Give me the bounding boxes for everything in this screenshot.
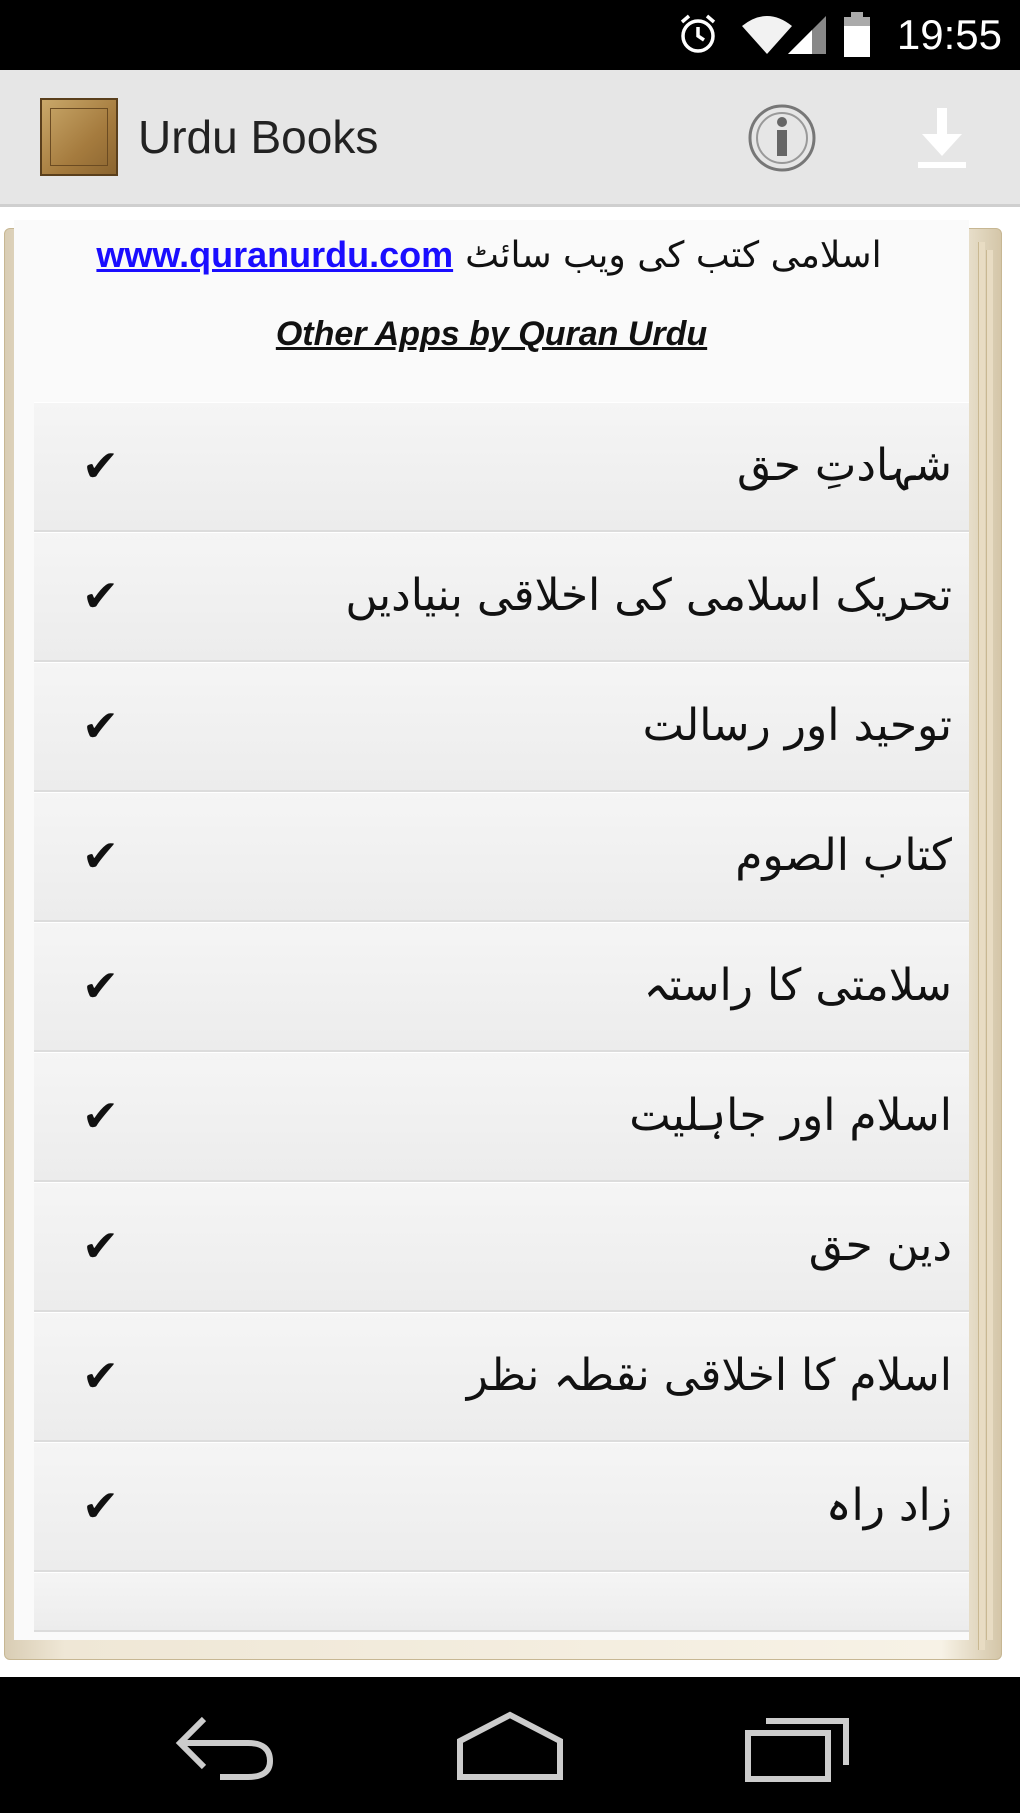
header-block: [14, 220, 969, 380]
book-page[interactable]: [14, 220, 969, 1640]
book-list: [34, 402, 969, 1632]
list-item[interactable]: [34, 792, 969, 922]
page-edge: [978, 242, 985, 1650]
book-title: تحریک اسلامی کی اخلاقی بنیادیں: [345, 570, 952, 621]
alarm-icon: [676, 12, 720, 56]
battery-icon: [842, 12, 872, 58]
status-bar: [0, 0, 1020, 70]
check-icon: ✔: [82, 1221, 119, 1272]
check-icon: ✔: [82, 1351, 119, 1402]
page-edge: [986, 250, 993, 1640]
website-line: [39, 230, 939, 281]
list-item-partial[interactable]: [34, 1572, 969, 1632]
action-bar: [0, 70, 1020, 207]
info-icon[interactable]: [744, 100, 820, 176]
list-item[interactable]: [34, 1312, 969, 1442]
check-icon: ✔: [82, 441, 119, 492]
book-title: اسلام اور جاہلیت: [629, 1090, 952, 1141]
list-item[interactable]: [34, 1442, 969, 1572]
book-title: زاد راہ: [825, 1480, 952, 1531]
website-link[interactable]: www.quranurdu.com: [96, 234, 454, 275]
check-icon: ✔: [82, 1481, 119, 1532]
list-item[interactable]: [34, 402, 969, 532]
list-item[interactable]: [34, 662, 969, 792]
book-title: کتاب الصوم: [735, 830, 952, 881]
nav-bar: [0, 1677, 1020, 1813]
book-title: دین حق: [808, 1220, 952, 1271]
list-item[interactable]: [34, 1052, 969, 1182]
list-item[interactable]: [34, 1182, 969, 1312]
check-icon: ✔: [82, 701, 119, 752]
download-icon[interactable]: [904, 100, 980, 176]
other-apps-link[interactable]: Other Apps by Quran Urdu: [275, 315, 708, 353]
list-item[interactable]: [34, 922, 969, 1052]
check-icon: ✔: [82, 571, 119, 622]
app-title: Urdu Books: [138, 111, 379, 163]
book-title: سلامتی کا راستہ: [643, 960, 952, 1011]
list-item[interactable]: [34, 532, 969, 662]
website-label: اسلامی کتب کی ویب سائٹ: [465, 235, 882, 276]
check-icon: ✔: [82, 961, 119, 1012]
check-icon: ✔: [82, 831, 119, 882]
check-icon: ✔: [82, 1091, 119, 1142]
signal-icon: [786, 12, 828, 56]
home-icon[interactable]: [450, 1705, 570, 1785]
book-container: [0, 220, 1020, 1670]
clock: 19:55: [896, 11, 1002, 58]
recents-icon[interactable]: [738, 1705, 858, 1785]
book-title: توحید اور رسالت: [642, 700, 952, 751]
book-title: شہادتِ حق: [737, 440, 952, 491]
back-icon[interactable]: [166, 1705, 286, 1785]
book-cover-icon[interactable]: [40, 98, 118, 176]
book-cover-frame: [50, 108, 108, 166]
book-title: اسلام کا اخلاقی نقطہ نظر: [466, 1350, 952, 1401]
